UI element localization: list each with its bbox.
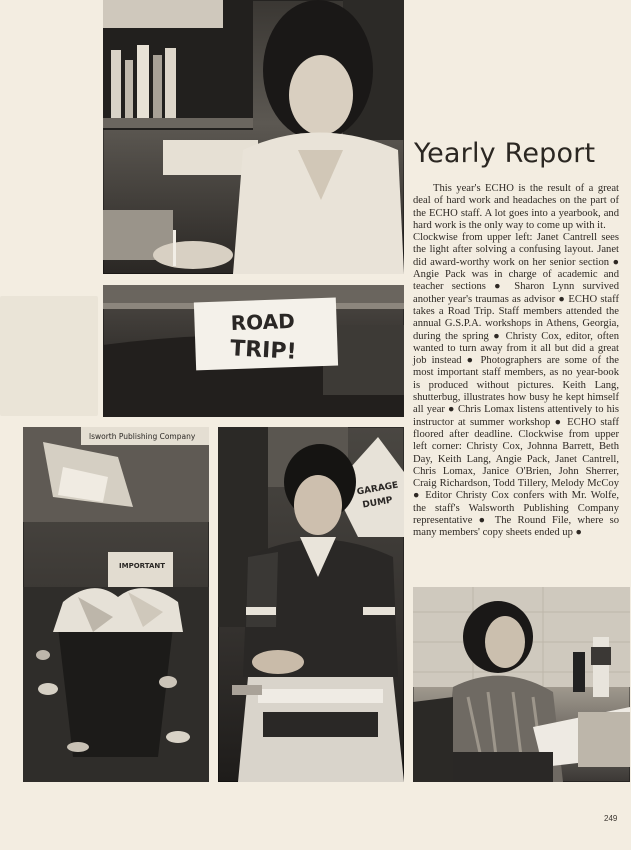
- photo-editor-christy-cox: [413, 587, 630, 782]
- bulletin-publisher-text: lsworth Publishing Company: [89, 432, 196, 441]
- road-trip-sign-line2: TRIP!: [229, 336, 298, 365]
- article-intro: This year's ECHO is the result of a great deal of hard work and headaches on the part of the ECHO staff. A lot goes into a yearbook, and hard work is the only way to come up with it.: [413, 183, 619, 231]
- photo-captions: Clockwise from upper left: Janet Cantrell sees the light after solving a confusing layout. Janet did award-worthy work on her senior section ● Angie Pack was in charge of academic and teacher sections ● Sharon Lynn survived another year's traumas as advisor ● ECHO staff takes a Road Trip. Staff members attended the annual G.S.P.A. workshops in Athens, Georgia, during the spring ● Christy Cox, editor, often wanted to turn away from it all but did a great job instead ● Photographers are some of the most important staff members, as no year-book is produced without pictures. Keith Lang, shutterbug, illustrates how busy he kept himself all year ● Chris Lomax listens attentively to his instructor at summer workshop ● ECHO staff floored after deadline. Clockwise from upper left corner: Christy Cox, Johnna Barrett, Beth Day, Keith Lang, Angie Pack, Janet Cantrell, Chris Lomax, Janice O'Brien, John Sherrer, Craig Richardson, Todd Tillery, Melody McCoy ● Editor Christy Cox confers with Mr. Wolfe, the staff's Walsworth Publishing Company representative ● The Round File, where so many members' copy sheets ended up ●: [413, 232, 619, 539]
- road-trip-sign-line1: ROAD: [230, 308, 296, 336]
- article-body: [413, 183, 619, 540]
- page-number: 249: [604, 814, 618, 823]
- photo-round-file-trash-can: [23, 427, 209, 782]
- garage-sign-line2: DUMP: [361, 495, 394, 511]
- notice-important-text: IMPORTANT: [119, 562, 166, 570]
- background-paper-scrap: [0, 296, 98, 416]
- photo-janet-cantrell-writing: [103, 0, 404, 274]
- garage-sign-line1: GARAGE: [356, 480, 400, 498]
- photo-chris-lomax-typewriter: [218, 427, 404, 782]
- page-title: Yearly Report: [414, 138, 596, 169]
- photo-road-trip-sign: [103, 285, 404, 417]
